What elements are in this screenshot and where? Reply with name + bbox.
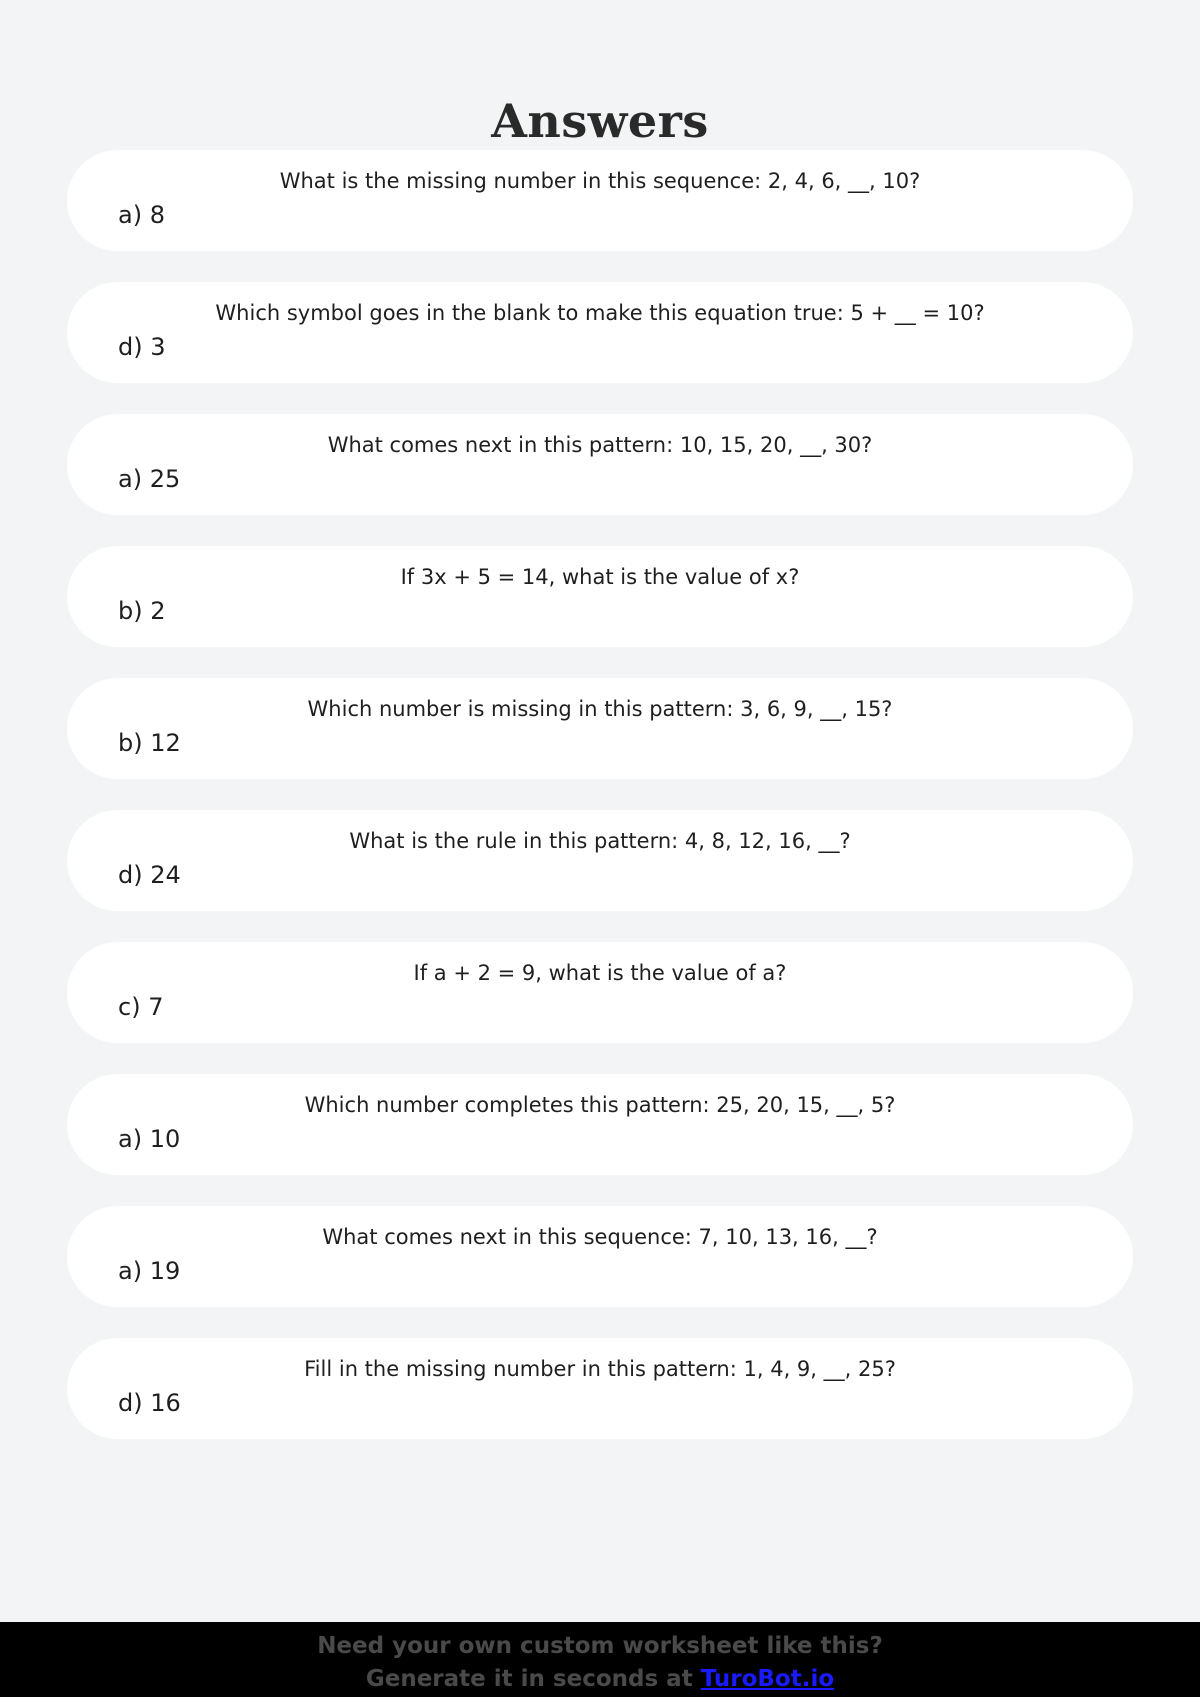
answer-card (67, 1338, 1133, 1439)
question-text: What is the rule in this pattern: 4, 8, 12, 16, __? (349, 829, 851, 853)
answer-text: a) 19 (118, 1257, 181, 1285)
answer-card (67, 282, 1133, 383)
question-text: Which symbol goes in the blank to make this equation true: 5 + __ = 10? (215, 301, 985, 325)
answer-text: b) 2 (118, 597, 166, 625)
answer-text: d) 24 (118, 861, 181, 889)
question-text: Fill in the missing number in this pattern: 1, 4, 9, __, 25? (304, 1357, 896, 1381)
footer-cta-line (0, 1663, 1200, 1695)
question-text: If 3x + 5 = 14, what is the value of x? (400, 565, 800, 589)
answer-card (67, 1074, 1133, 1175)
answer-card (67, 414, 1133, 515)
answer-text: a) 8 (118, 201, 165, 229)
answer-text: a) 10 (118, 1125, 181, 1153)
answer-card (67, 678, 1133, 779)
question-text: If a + 2 = 9, what is the value of a? (413, 961, 787, 985)
answer-card (67, 942, 1133, 1043)
answer-text: d) 3 (118, 333, 166, 361)
turobot-link[interactable]: TuroBot.io (700, 1666, 835, 1692)
question-text: What comes next in this pattern: 10, 15, 20, __, 30? (327, 433, 873, 457)
answer-card (67, 1206, 1133, 1307)
page-title: Answers (491, 93, 709, 148)
answer-card (67, 546, 1133, 647)
answer-card (67, 150, 1133, 251)
answer-text: b) 12 (118, 729, 181, 757)
question-text: Which number is missing in this pattern: 3, 6, 9, __, 15? (307, 697, 893, 721)
answer-text: c) 7 (118, 993, 164, 1021)
answer-card (67, 810, 1133, 911)
question-text: Which number completes this pattern: 25, 20, 15, __, 5? (304, 1093, 896, 1117)
question-text: What comes next in this sequence: 7, 10, 13, 16, __? (322, 1225, 878, 1249)
footer-promo-text: Need your own custom worksheet like this? (317, 1633, 883, 1659)
answer-text: a) 25 (118, 465, 181, 493)
answers-list (67, 150, 1133, 1470)
answer-text: d) 16 (118, 1389, 181, 1417)
footer-banner (0, 1622, 1200, 1697)
footer-cta-text: Generate it in seconds at (365, 1666, 701, 1692)
question-text: What is the missing number in this sequence: 2, 4, 6, __, 10? (279, 169, 921, 193)
